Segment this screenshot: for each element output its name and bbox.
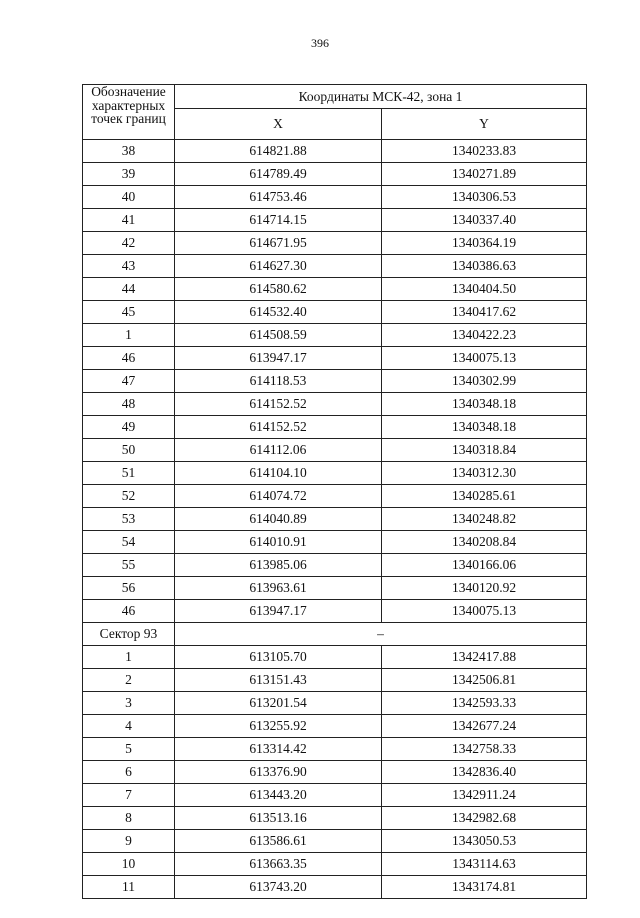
table-row: [83, 853, 587, 876]
y-coordinate-cell: 1342593.33: [382, 692, 587, 715]
table-row: [83, 807, 587, 830]
x-coordinate-cell: 613963.61: [175, 577, 382, 600]
point-cell: 46: [83, 347, 175, 370]
point-cell: 9: [83, 830, 175, 853]
table-body: [83, 140, 587, 899]
x-coordinate-cell: 613743.20: [175, 876, 382, 899]
table-row: [83, 186, 587, 209]
point-cell: 5: [83, 738, 175, 761]
x-coordinate-cell: 613105.70: [175, 646, 382, 669]
x-coordinate-cell: 613947.17: [175, 347, 382, 370]
y-coordinate-cell: 1342417.88: [382, 646, 587, 669]
y-coordinate-cell: 1340306.53: [382, 186, 587, 209]
table-row: [83, 255, 587, 278]
table-row: [83, 692, 587, 715]
y-coordinate-cell: 1340166.06: [382, 554, 587, 577]
x-coordinate-cell: 614532.40: [175, 301, 382, 324]
point-cell: 51: [83, 462, 175, 485]
y-column-header: Y: [382, 109, 587, 140]
x-coordinate-cell: 613513.16: [175, 807, 382, 830]
point-cell: 40: [83, 186, 175, 209]
x-coordinate-cell: 613586.61: [175, 830, 382, 853]
x-coordinate-cell: 613947.17: [175, 600, 382, 623]
x-coordinate-cell: 614152.52: [175, 393, 382, 416]
point-cell: 2: [83, 669, 175, 692]
point-designation-line: характерных: [91, 97, 166, 113]
point-cell: 11: [83, 876, 175, 899]
y-coordinate-cell: 1340248.82: [382, 508, 587, 531]
x-coordinate-cell: 614010.91: [175, 531, 382, 554]
section-value: –: [175, 623, 587, 646]
coordinates-table: [82, 84, 587, 899]
x-coordinate-cell: 614627.30: [175, 255, 382, 278]
y-coordinate-cell: 1343114.63: [382, 853, 587, 876]
table-row: [83, 531, 587, 554]
section-label: Сектор 93: [83, 623, 175, 646]
x-coordinate-cell: 614821.88: [175, 140, 382, 163]
table-row: [83, 508, 587, 531]
table-row: [83, 600, 587, 623]
table-row: [83, 462, 587, 485]
y-coordinate-cell: 1340364.19: [382, 232, 587, 255]
table-row: [83, 209, 587, 232]
x-coordinate-cell: 614671.95: [175, 232, 382, 255]
point-cell: 3: [83, 692, 175, 715]
table-row: [83, 761, 587, 784]
table-row: [83, 393, 587, 416]
y-coordinate-cell: 1340233.83: [382, 140, 587, 163]
x-coordinate-cell: 614580.62: [175, 278, 382, 301]
x-coordinate-cell: 614789.49: [175, 163, 382, 186]
table-row: [83, 554, 587, 577]
y-coordinate-cell: 1342836.40: [382, 761, 587, 784]
x-coordinate-cell: 613985.06: [175, 554, 382, 577]
y-coordinate-cell: 1340417.62: [382, 301, 587, 324]
table-row: [83, 163, 587, 186]
table-row: [83, 669, 587, 692]
table-row: [83, 347, 587, 370]
y-coordinate-cell: 1340318.84: [382, 439, 587, 462]
x-coordinate-cell: 614074.72: [175, 485, 382, 508]
y-coordinate-cell: 1340208.84: [382, 531, 587, 554]
x-coordinate-cell: 613314.42: [175, 738, 382, 761]
y-coordinate-cell: 1343050.53: [382, 830, 587, 853]
point-cell: 4: [83, 715, 175, 738]
x-coordinate-cell: 614152.52: [175, 416, 382, 439]
y-coordinate-cell: 1340075.13: [382, 600, 587, 623]
page-number: 396: [311, 36, 329, 50]
table-row: [83, 416, 587, 439]
y-coordinate-cell: 1340302.99: [382, 370, 587, 393]
y-coordinate-cell: 1342758.33: [382, 738, 587, 761]
table-row: [83, 738, 587, 761]
table-row: [83, 232, 587, 255]
coordinate-system-header: Координаты МСК-42, зона 1: [175, 85, 587, 109]
table-row: [83, 278, 587, 301]
x-coordinate-cell: 614112.06: [175, 439, 382, 462]
y-coordinate-cell: 1340348.18: [382, 393, 587, 416]
table-row: [83, 301, 587, 324]
x-coordinate-cell: 613376.90: [175, 761, 382, 784]
table-header: [83, 85, 587, 140]
table-row: [83, 485, 587, 508]
point-cell: 1: [83, 646, 175, 669]
y-coordinate-cell: 1340120.92: [382, 577, 587, 600]
table-row: [83, 577, 587, 600]
y-coordinate-cell: 1340422.23: [382, 324, 587, 347]
x-coordinate-cell: 614104.10: [175, 462, 382, 485]
y-coordinate-cell: 1340337.40: [382, 209, 587, 232]
section-row: [83, 623, 587, 646]
point-cell: 6: [83, 761, 175, 784]
point-designation-line: точек границ: [91, 111, 166, 126]
point-cell: 39: [83, 163, 175, 186]
point-cell: 53: [83, 508, 175, 531]
point-cell: 45: [83, 301, 175, 324]
y-coordinate-cell: 1340271.89: [382, 163, 587, 186]
x-coordinate-cell: 613201.54: [175, 692, 382, 715]
point-cell: 44: [83, 278, 175, 301]
y-coordinate-cell: 1340348.18: [382, 416, 587, 439]
point-designation-header: [83, 85, 175, 140]
point-cell: 43: [83, 255, 175, 278]
x-coordinate-cell: 613151.43: [175, 669, 382, 692]
x-coordinate-cell: 614753.46: [175, 186, 382, 209]
x-coordinate-cell: 614714.15: [175, 209, 382, 232]
point-cell: 8: [83, 807, 175, 830]
table-row: [83, 715, 587, 738]
point-cell: 10: [83, 853, 175, 876]
point-cell: 48: [83, 393, 175, 416]
point-cell: 46: [83, 600, 175, 623]
y-coordinate-cell: 1340404.50: [382, 278, 587, 301]
point-cell: 52: [83, 485, 175, 508]
table-row: [83, 830, 587, 853]
point-cell: 54: [83, 531, 175, 554]
y-coordinate-cell: 1340386.63: [382, 255, 587, 278]
point-cell: 42: [83, 232, 175, 255]
table-row: [83, 370, 587, 393]
y-coordinate-cell: 1342677.24: [382, 715, 587, 738]
point-designation-line: Обозначение: [91, 84, 166, 99]
x-coordinate-cell: 614508.59: [175, 324, 382, 347]
x-coordinate-cell: 614118.53: [175, 370, 382, 393]
table-row: [83, 784, 587, 807]
point-cell: 56: [83, 577, 175, 600]
point-cell: 1: [83, 324, 175, 347]
point-cell: 41: [83, 209, 175, 232]
table-row: [83, 140, 587, 163]
point-cell: 47: [83, 370, 175, 393]
x-coordinate-cell: 613443.20: [175, 784, 382, 807]
y-coordinate-cell: 1340285.61: [382, 485, 587, 508]
x-coordinate-cell: 614040.89: [175, 508, 382, 531]
table-row: [83, 646, 587, 669]
x-coordinate-cell: 613255.92: [175, 715, 382, 738]
point-cell: 55: [83, 554, 175, 577]
table-row: [83, 876, 587, 899]
point-cell: 49: [83, 416, 175, 439]
y-coordinate-cell: 1340312.30: [382, 462, 587, 485]
table-row: [83, 439, 587, 462]
table-row: [83, 324, 587, 347]
y-coordinate-cell: 1342911.24: [382, 784, 587, 807]
point-cell: 7: [83, 784, 175, 807]
y-coordinate-cell: 1342982.68: [382, 807, 587, 830]
y-coordinate-cell: 1340075.13: [382, 347, 587, 370]
x-column-header: X: [175, 109, 382, 140]
x-coordinate-cell: 613663.35: [175, 853, 382, 876]
y-coordinate-cell: 1343174.81: [382, 876, 587, 899]
y-coordinate-cell: 1342506.81: [382, 669, 587, 692]
point-cell: 38: [83, 140, 175, 163]
point-cell: 50: [83, 439, 175, 462]
